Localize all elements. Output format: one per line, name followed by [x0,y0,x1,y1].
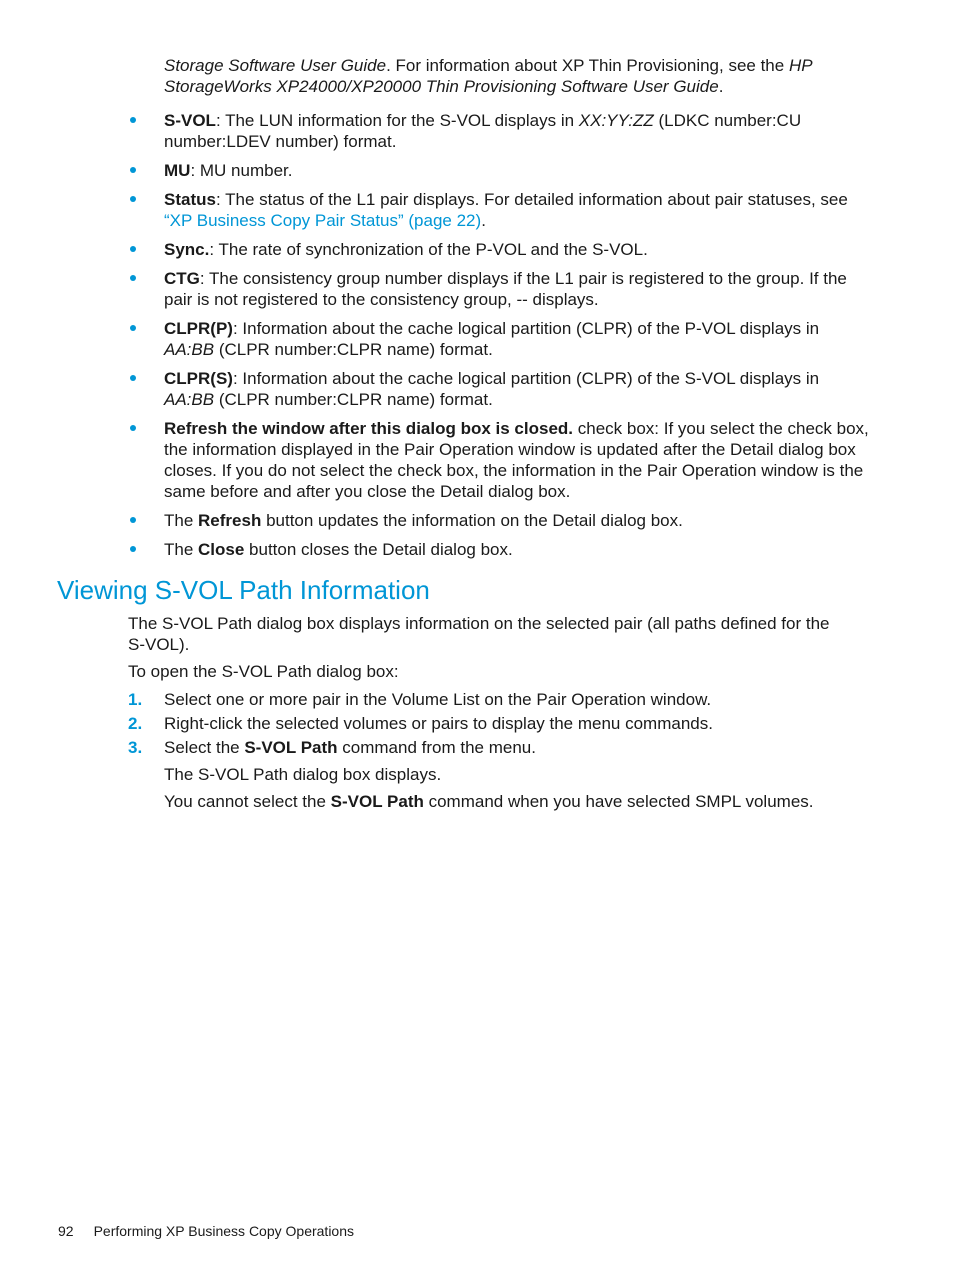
bullet-icon [130,546,136,552]
list-item: CLPR(P): Information about the cache logical partition (CLPR) of the P-VOL displays in AA:BB (CLPR number:CLPR name) format. [130,318,870,360]
bullet-icon [130,517,136,523]
bullet-icon [130,246,136,252]
pair-status-link[interactable]: “XP Business Copy Pair Status” (page 22) [164,211,482,230]
list-item: Sync.: The rate of synchronization of the P-VOL and the S-VOL. [130,239,870,260]
guide-title: Storage Software User Guide [164,56,387,75]
procedure-steps [128,689,848,761]
bullet-icon [130,167,136,173]
section-heading: Viewing S-VOL Path Information [57,575,430,605]
step-result: The S-VOL Path dialog box displays. [164,765,442,784]
list-item: S-VOL: The LUN information for the S-VOL displays in XX:YY:ZZ (LDKC number:CU number:LDEV number) format. [130,110,870,152]
bullet-icon [130,196,136,202]
list-item: The Refresh button updates the information on the Detail dialog box. [130,510,870,531]
step-number: 1. [128,690,143,709]
guide-title: HP StorageWorks XP24000/XP20000 Thin Provisioning Software User Guide [164,56,812,96]
section-paragraph: The S-VOL Path dialog box displays information on the selected pair (all paths defined for the S-VOL). [128,614,830,654]
bullet-icon [130,375,136,381]
step-note: You cannot select the S-VOL Path command when you have selected SMPL volumes. [164,792,814,811]
step-item: 2. Right-click the selected volumes or pairs to display the menu commands. [128,714,713,733]
bullet-icon [130,275,136,281]
step-item: 3. Select the S-VOL Path command from the menu. [128,738,536,757]
chapter-title: Performing XP Business Copy Operations [93,1223,354,1239]
list-item: CLPR(S): Information about the cache logical partition (CLPR) of the S-VOL displays in AA:BB (CLPR number:CLPR name) format. [130,368,870,410]
step-number: 3. [128,738,143,757]
step-item: 1. Select one or more pair in the Volume List on the Pair Operation window. [128,690,712,709]
bullet-icon [130,325,136,331]
bullet-icon [130,117,136,123]
page-number: 92 [58,1223,74,1239]
bullet-icon [130,425,136,431]
procedure-intro: To open the S-VOL Path dialog box: [128,662,399,681]
list-item: Status: The status of the L1 pair displays. For detailed information about pair statuses, see “XP Business Copy Pair Status” (page 22). [130,189,870,231]
list-item: CTG: The consistency group number displays if the L1 pair is registered to the group. If the pair is not registered to the consistency group, -- displays. [130,268,870,310]
list-item: Refresh the window after this dialog box is closed. check box: If you select the check box, the information displayed in the Pair Operation window is updated after the Detail dialog box closes. If you do not select the check box, the information in the Pair Operation window is the same before and after you close the Detail dialog box. [130,418,870,502]
page-footer [58,1222,354,1240]
step-number: 2. [128,714,143,733]
field-description-list [130,110,870,568]
list-item: The Close button closes the Detail dialog box. [130,539,870,560]
list-item: MU: MU number. [130,160,870,181]
intro-paragraph: Storage Software User Guide. For information about XP Thin Provisioning, see the HP StorageWorks XP24000/XP20000 Thin Provisioning Software User Guide. [164,56,812,96]
